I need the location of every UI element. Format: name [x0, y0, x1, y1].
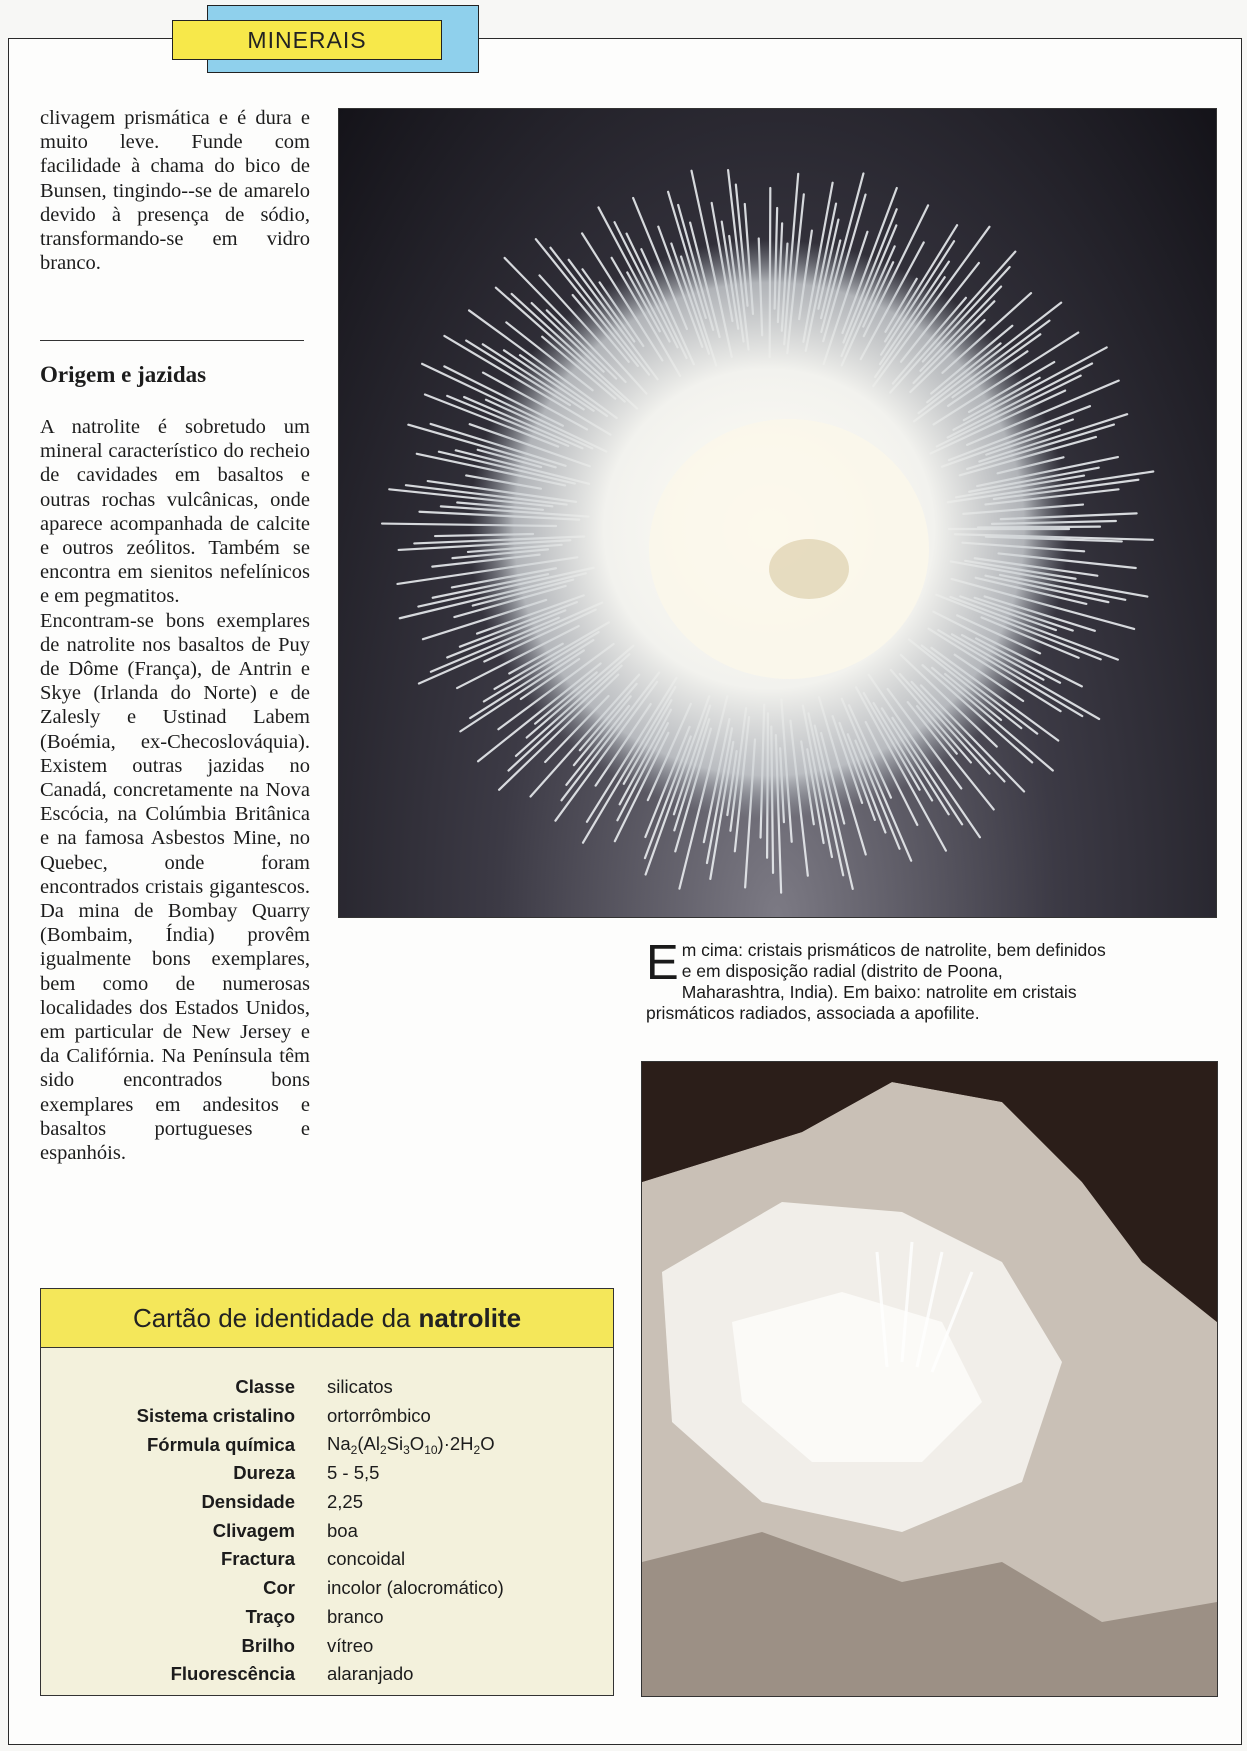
- natrolite-radial-photo: [338, 108, 1217, 918]
- property-label: Dureza: [233, 1462, 295, 1484]
- property-row: [41, 1488, 613, 1517]
- property-row: [41, 1545, 613, 1574]
- identity-card-title-mineral: natrolite: [418, 1302, 522, 1333]
- properties-table: [41, 1373, 613, 1689]
- property-label: Fractura: [220, 1548, 295, 1570]
- property-value: vítreo: [327, 1634, 374, 1656]
- property-value: boa: [327, 1519, 358, 1541]
- natrolite-radial-illustration: [339, 109, 1216, 917]
- section-heading: Origem e jazidas: [40, 362, 207, 387]
- caption-text: m cima: cristais prismáticos de natrolite, bem definidos e em disposição radial (distrito de Poona, Maharashtra, India). Em baixo: natrolite em cristais prismáticos radiados, associada a apofilite.: [646, 940, 1106, 1023]
- property-row: [41, 1574, 613, 1603]
- property-value: incolor (alocromático): [327, 1577, 504, 1599]
- property-label: Fluorescência: [170, 1663, 295, 1685]
- property-value: ortorrômbico: [327, 1405, 431, 1427]
- property-value: 5 - 5,5: [327, 1462, 380, 1484]
- natrolite-rock-illustration: [642, 1062, 1217, 1696]
- property-row: [41, 1459, 613, 1488]
- property-row: [41, 1430, 613, 1459]
- property-value: alaranjado: [327, 1663, 414, 1685]
- property-label: Clivagem: [212, 1519, 295, 1541]
- natrolite-apophyllite-photo: [641, 1061, 1218, 1697]
- property-row: [41, 1402, 613, 1431]
- section-divider: [40, 340, 304, 341]
- identity-card-title-prefix: Cartão de identidade da: [132, 1302, 411, 1333]
- caption-drop-cap: E: [646, 936, 679, 990]
- property-label: Cor: [263, 1577, 295, 1599]
- property-row: [41, 1603, 613, 1632]
- origin-paragraph-2: Encontram-se bons exemplares de natrolite nos basaltos de Puy de Dôme (França), de Antrin e Skye (Irlanda do Norte) e de Zalesly e Ustinad Labem (Boémia, ex-Checoslováquia). Existem outras jazidas no Canadá, concretamente na Nova Escócia, na Colúmbia Britânica e na famosa Asbestos Mine, no Quebec, onde foram encontrados cristais gigantescos. Da mina de Bombay Quarry (Bombaim, Índia) provêm igualmente bons exemplares, bem como de numerosas localidades dos Estados Unidos, em particular de New Jersey e da Califórnia. Na Península têm sido encontrados bons exemplares em andesitos e basaltos portugueses e espanhóis.: [40, 609, 310, 1165]
- identity-card: [40, 1288, 614, 1696]
- property-value: concoidal: [327, 1548, 406, 1570]
- section-tab: MINERAIS: [172, 20, 442, 60]
- identity-card-title: [41, 1289, 613, 1348]
- photo-caption: [646, 936, 1106, 1024]
- property-label: Traço: [245, 1605, 295, 1627]
- origin-text: [40, 415, 310, 1165]
- property-value: $Na_2(Al_2Si_3O_{10})\cdot 2H_2O$: [327, 1432, 495, 1457]
- intro-paragraph: [40, 106, 310, 275]
- origin-paragraph-1: A natrolite é sobretudo um mineral característico do recheio de cavidades em basaltos e outras rochas vulcânicas, onde aparece acompanhada de calcite e outros zeólitos. Também se encontra em sienitos nefelínicos e em pegmatitos.: [40, 416, 310, 608]
- property-row: [41, 1660, 613, 1689]
- property-row: [41, 1631, 613, 1660]
- property-label: Densidade: [201, 1491, 295, 1513]
- property-value: 2,25: [327, 1491, 364, 1513]
- intro-text: clivagem prismática e é dura e muito leve. Funde com facilidade à chama do bico de Bunsen, tingindo--se de amarelo devido à presença de sódio, transformando-se em vidro branco.: [40, 107, 310, 275]
- property-label: Sistema cristalino: [136, 1405, 295, 1427]
- property-label: Classe: [235, 1376, 295, 1398]
- property-value: branco: [327, 1605, 384, 1627]
- property-label: Brilho: [241, 1634, 295, 1656]
- property-label: Fórmula química: [146, 1433, 295, 1455]
- property-row: [41, 1373, 613, 1402]
- property-value: silicatos: [327, 1376, 393, 1398]
- property-row: [41, 1516, 613, 1545]
